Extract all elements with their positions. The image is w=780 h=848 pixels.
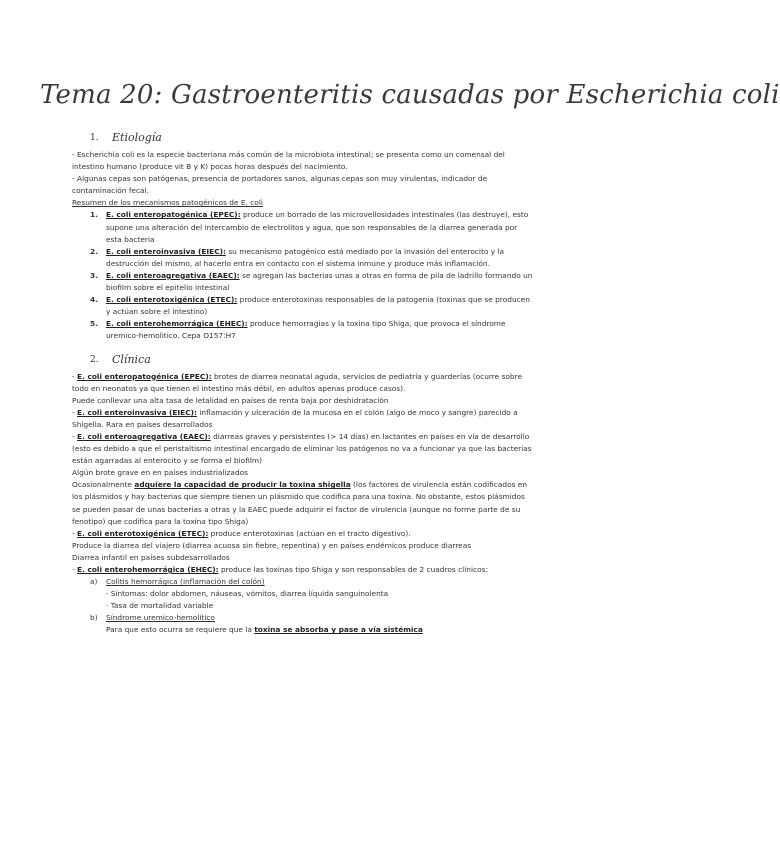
paragraph: Ocasionalmente adquiere la capacidad de producir la toxina shigella (los factores de virulencia están codificados en los plásmidos y hay bacterias que siempre tienen un plásmido que codifica para una toxina. No obstante, estos plásmidos se pueden pasar de unas bacterias a otras y la EAEC puede adquirir el factor de virulencia (aunque no forme parte de su fenotipo) que codifica para la toxina tipo Shiga) xyxy=(72,480,528,526)
paragraph: Diarrea infantil en países subdesarrollados xyxy=(72,552,230,562)
paragraph: - Algunas cepas son patógenas, presencia de portadores sanos, algunas cepas son muy virulentas, indicador de contaminación fecal. xyxy=(72,174,488,196)
strain-name: E. coli enteroagregativa (EAEC): xyxy=(106,270,240,280)
paragraph: Puede conllevar una alta tasa de letalidad en países de renta baja por deshidratación xyxy=(72,395,389,405)
document-body xyxy=(72,131,534,637)
paragraph: - E. coli enteroagregativa (EAEC): diarreas graves y persistentes (> 14 días) en lactantes en países en vía de desarrollo (esto es debido a que el peristaltismo intestinal encargado de eliminar los patógenos no va a funcionar ya que las bacterias están agarradas al enterocito y se forma el biofilm) xyxy=(72,431,532,466)
paragraph: - Escherichia coli es la especie bacteriana más común de la microbiota intestinal; se presenta como un comensal del intestino humano (produce vit B y K) pocas horas después del nacimiento. xyxy=(72,150,505,172)
section-heading-clinica xyxy=(90,353,534,367)
strain-name: E. coli enteropatogénica (EPEC): xyxy=(106,210,241,220)
list-item: a) Colitis hemorrágica (inflamación del colón) xyxy=(90,577,265,587)
strain-name: E. coli enterotoxigénica (ETEC): xyxy=(106,295,238,305)
paragraph: Para que esto ocurra se requiere que la toxina se absorba y pase a vía sistémica xyxy=(106,625,423,635)
section-title: Etiología xyxy=(112,131,162,144)
paragraph: - E. coli enterohemorrágica (EHEC): produce las toxinas tipo Shiga y son responsables de 2 cuadros clínicos: xyxy=(72,565,488,574)
mechanisms-list xyxy=(72,209,534,342)
section-title: Clínica xyxy=(112,352,151,366)
section-number: 1. xyxy=(90,133,99,143)
list-item: 1. E. coli enteropatogénica (EPEC): produce un borrado de las microvellosidades intestinales (las destruye), esto supone una alteración del intercambio de electrolitos y agua, que son responsables de la diarrea generada por esta bacteria xyxy=(90,210,529,244)
list-item: 3. E. coli enteroagregativa (EAEC): se agregan las bacterias unas a otras en forma de pila de ladrillo formando un biofilm sobre el epitelio intestinal xyxy=(90,270,533,293)
paragraph: · Tasa de mortalidad variable xyxy=(106,601,214,611)
list-item: 5. E. coli enterohemorrágica (EHEC): produce hemorragias y la toxina tipo Shiga, que provoca el síndrome uremico-hemolitico. Cepa O157:H7 xyxy=(90,319,506,341)
paragraph: - E. coli enteroinvasiva (EIEC): inflamación y ulceración de la mucosa en el colón (algo de moco y sangre) parecido a Shigella. Rara en países desarrollados xyxy=(72,407,518,429)
subsection-title: Resumen de los mecanismos patogénicos de E. coli xyxy=(72,198,263,208)
list-item: b) Síndrome uremico-hemolítico xyxy=(90,613,215,623)
section-number: 2. xyxy=(90,354,99,365)
paragraph: · Síntomas: dolor abdomen, náuseas, vómitos, diarrea líquida sanguinolenta xyxy=(106,589,389,599)
paragraph: - E. coli enteropatogénica (EPEC): brotes de diarrea neonatal aguda, servicios de pediatría y guarderías (ocurre sobre todo en neonatos ya que tienen el intestino más débil, en adultos apenas produce casos). xyxy=(72,371,523,393)
document-title: Tema 20: Gastroenteritis causadas por Escherichia coli xyxy=(40,80,780,110)
paragraph: Produce la diarrea del viajero (diarrea acuosa sin fiebre, repentina) y en países endémicos produce diarreas xyxy=(72,540,472,550)
paragraph: Algún brote grave en en países industrializados xyxy=(72,468,249,478)
list-item: 4. E. coli enterotoxigénica (ETEC): produce enterotoxinas responsables de la patogenia (toxinas que se producen y actúan sobre el intestino) xyxy=(90,295,530,317)
paragraph: - E. coli enterotoxigénica (ETEC): produce enterotoxinas (actúan en el tracto digestivo). xyxy=(72,528,411,538)
strain-name: E. coli enterohemorrágica (EHEC): xyxy=(106,319,248,329)
list-item: 2. E. coli enteroinvasiva (EIEC): su mecanismo patogénico está mediado por la invasión del enterocito y la destrucción del mismo, al hacerlo entra en contacto con el sistema inmune y produce más inflamación. xyxy=(90,246,505,268)
section-heading-etiologia xyxy=(90,131,534,145)
strain-name: E. coli enteroinvasiva (EIEC): xyxy=(106,246,226,256)
